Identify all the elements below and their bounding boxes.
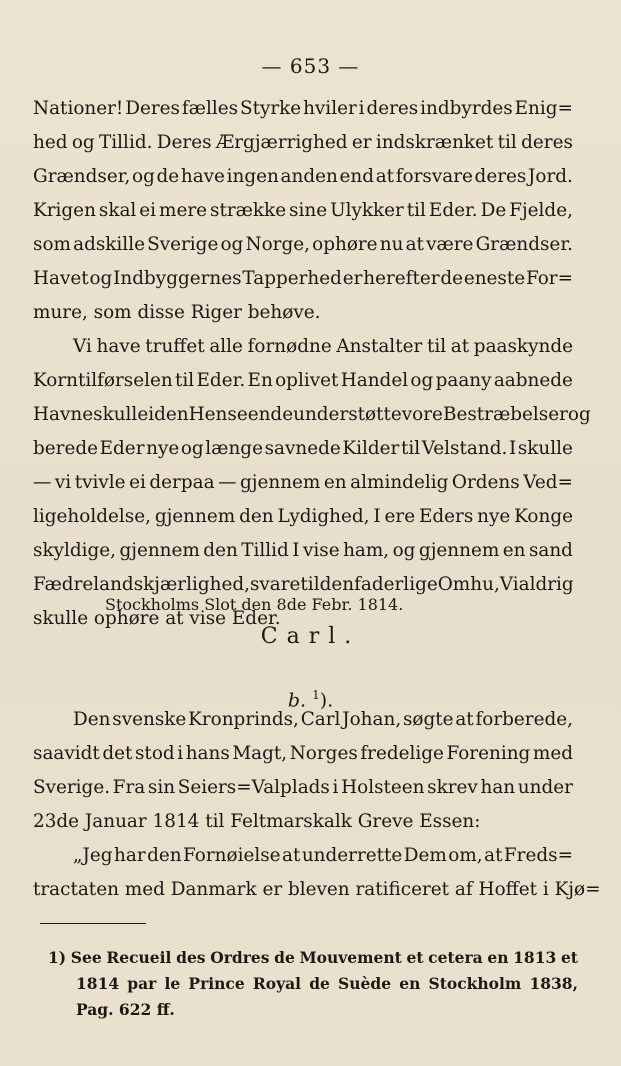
- word: den: [147, 845, 182, 866]
- text-line: [33, 703, 573, 737]
- word: Kronprinds,: [188, 709, 299, 730]
- word: understøtte: [293, 404, 402, 425]
- text-line: [33, 296, 573, 330]
- footnote-line: [48, 971, 578, 997]
- word: og: [392, 540, 416, 561]
- word: ophøre: [312, 234, 378, 255]
- word: Ved=: [523, 472, 573, 493]
- word: under: [517, 777, 573, 798]
- word: han: [480, 777, 516, 798]
- word: nye: [477, 506, 511, 527]
- text-line: [33, 432, 573, 466]
- word: er: [342, 268, 363, 289]
- word: vise: [303, 540, 340, 561]
- word: forsvare: [395, 166, 473, 187]
- word: Havet: [33, 268, 89, 289]
- word: Enig=: [514, 98, 573, 119]
- text-line: [33, 92, 573, 126]
- word: vi: [54, 472, 72, 493]
- word: de: [156, 166, 180, 187]
- paragraph-3: [33, 703, 573, 839]
- word: Fjelde,: [509, 200, 573, 221]
- word: nye: [146, 438, 180, 459]
- word: er: [351, 132, 372, 153]
- word: sand: [528, 540, 573, 561]
- word: ere: [384, 506, 416, 527]
- word: deres: [521, 132, 573, 153]
- word: indskrænket: [375, 132, 494, 153]
- word: i: [177, 743, 184, 764]
- word: See: [70, 948, 102, 967]
- word: Velstand.: [421, 438, 508, 459]
- word: stod: [134, 743, 175, 764]
- word: skyldige,: [33, 540, 117, 561]
- word: Sverige.: [33, 777, 111, 798]
- word: 1814: [152, 811, 206, 832]
- word: og: [180, 438, 204, 459]
- word: 1813: [513, 948, 557, 967]
- word: Handel: [340, 370, 409, 391]
- word: En: [247, 370, 273, 391]
- word: Ordres: [210, 948, 270, 967]
- word: Konge: [514, 506, 573, 527]
- word: og: [410, 370, 434, 391]
- word: til: [406, 200, 426, 221]
- word: saavidt: [33, 743, 100, 764]
- proclamation-text: [33, 92, 591, 636]
- word: gjennem: [418, 540, 500, 561]
- word: behøve.: [247, 302, 321, 323]
- text-line: [33, 228, 573, 262]
- word: svare: [249, 574, 301, 595]
- word: gjennem: [154, 506, 236, 527]
- word: „Jeg: [73, 845, 113, 866]
- word: anden: [280, 166, 338, 187]
- word: i: [542, 879, 555, 900]
- word: Ordens: [451, 472, 520, 493]
- page-number: — 653 —: [261, 54, 360, 78]
- word: at: [484, 845, 503, 866]
- word: tractaten: [33, 879, 125, 900]
- word: Riger: [190, 302, 248, 323]
- word: almindelig: [350, 472, 449, 493]
- word: Deres: [125, 98, 180, 119]
- word: Nationer!: [33, 98, 124, 119]
- text-line: [33, 160, 573, 194]
- paragraph-4: [33, 839, 601, 907]
- word: fælles: [181, 98, 239, 119]
- word: Ulykker: [330, 200, 404, 221]
- word: I: [292, 540, 300, 561]
- word: Fra: [112, 777, 146, 798]
- word: I: [508, 438, 517, 459]
- word: at: [405, 234, 424, 255]
- word: end: [339, 166, 375, 187]
- word: have: [180, 166, 225, 187]
- word: af: [454, 879, 479, 900]
- word: Eder: [99, 438, 145, 459]
- word: Jord.: [528, 166, 573, 187]
- word: des: [176, 948, 206, 967]
- word: en: [323, 472, 347, 493]
- word: Vi: [73, 336, 92, 357]
- word: Grændser,: [33, 166, 131, 187]
- text-line: [33, 839, 573, 873]
- word: skulle: [33, 608, 94, 629]
- word: Grændser.: [475, 234, 573, 255]
- word: bleven: [288, 879, 356, 900]
- word: cetera: [428, 948, 483, 967]
- word: ei: [139, 200, 157, 221]
- word: Fornøielse: [183, 845, 281, 866]
- word: og: [89, 268, 113, 289]
- word: —: [33, 472, 52, 493]
- footnote-rule: [40, 923, 146, 924]
- word: Ærgjærrighed: [215, 132, 348, 153]
- word: den: [154, 404, 189, 425]
- word: Holsteen: [341, 777, 425, 798]
- paragraph-2: [33, 330, 591, 636]
- word: 1): [48, 948, 67, 967]
- word: at: [375, 166, 395, 187]
- word: indbyrdes: [420, 98, 513, 119]
- word: eneste: [463, 268, 526, 289]
- word: Vi: [499, 574, 519, 595]
- word: Eder.: [428, 200, 478, 221]
- word: ei: [129, 472, 146, 493]
- word: skulle: [93, 404, 149, 425]
- word: Havne: [33, 404, 94, 425]
- word: oplivet: [275, 370, 339, 391]
- word: skal: [98, 200, 137, 221]
- word: at: [455, 709, 474, 730]
- word: Stockholm: [428, 974, 522, 993]
- word: disse: [137, 302, 191, 323]
- word: Danmark: [170, 879, 263, 900]
- text-line: [33, 262, 573, 296]
- word: tvivle: [74, 472, 126, 493]
- word: Henseende: [188, 404, 294, 425]
- word: hviler: [303, 98, 357, 119]
- word: truffet: [145, 336, 205, 357]
- word: og: [71, 132, 95, 153]
- word: vise: [189, 608, 232, 629]
- text-line: [33, 500, 573, 534]
- word: Tillid.: [99, 132, 153, 153]
- word: en: [487, 948, 509, 967]
- word: søgte: [402, 709, 454, 730]
- word: Greve: [357, 811, 420, 832]
- word: det: [102, 743, 133, 764]
- word: Recueil: [106, 948, 172, 967]
- section-letter: b.: [287, 689, 307, 712]
- text-line: [33, 126, 573, 160]
- word: Eder.: [231, 608, 281, 629]
- signature-date: Stockholms Slot den 8de Febr. 1814.: [105, 595, 404, 614]
- word: Carl: [300, 709, 341, 730]
- text-line: [33, 364, 573, 398]
- word: 1814: [76, 974, 120, 993]
- word: at: [450, 336, 470, 357]
- signature-name: Carl.: [260, 624, 361, 649]
- text-line: [33, 194, 573, 228]
- word: Mouvement: [299, 948, 402, 967]
- word: den: [319, 574, 355, 595]
- word: aldrig: [518, 574, 574, 595]
- word: herefter: [363, 268, 440, 289]
- word: Tapperhed: [242, 268, 342, 289]
- word: gjennem: [119, 540, 200, 561]
- word: Indbyggernes: [113, 268, 242, 289]
- word: Den: [73, 709, 111, 730]
- paragraph-1: [33, 92, 573, 330]
- word: nu: [379, 234, 404, 255]
- word: deres: [366, 98, 419, 119]
- text-line: [33, 398, 591, 432]
- footnote-line: [48, 945, 578, 971]
- word: Anstalter: [336, 336, 423, 357]
- word: Forening: [446, 743, 531, 764]
- word: Norges: [289, 743, 358, 764]
- word: Dem: [403, 845, 447, 866]
- word: par: [127, 974, 157, 993]
- word: For=: [525, 268, 573, 289]
- word: hans: [185, 743, 230, 764]
- word: I: [373, 506, 381, 527]
- word: Kilder: [342, 438, 400, 459]
- word: forberede,: [475, 709, 573, 730]
- word: underrette: [301, 845, 403, 866]
- word: Royal: [252, 974, 302, 993]
- word: og: [567, 404, 591, 425]
- word: strække: [210, 200, 287, 221]
- word: skulle: [517, 438, 573, 459]
- word: de: [440, 268, 463, 289]
- word: Styrke: [239, 98, 302, 119]
- word: Eder.: [196, 370, 246, 391]
- word: Freds=: [503, 845, 573, 866]
- word: aabnede: [493, 370, 573, 391]
- word: Feltmarskalk: [230, 811, 358, 832]
- word: alle: [209, 336, 243, 357]
- footnote-line: [48, 997, 578, 1023]
- word: Suède: [338, 974, 392, 993]
- word: Johan,: [342, 709, 402, 730]
- word: Lydighed,: [277, 506, 370, 527]
- text-line: [33, 771, 573, 805]
- word: berede: [33, 438, 98, 459]
- word: et: [560, 948, 578, 967]
- word: Hoffet: [478, 879, 543, 900]
- word: Seiers=Valplads: [177, 777, 330, 798]
- word: ligeholdelse,: [33, 506, 151, 527]
- text-line: [33, 466, 573, 500]
- word: Omhu,: [437, 574, 500, 595]
- narrative-text: [33, 703, 601, 907]
- word: Deres: [156, 132, 212, 153]
- text-line: [33, 534, 573, 568]
- word: —: [218, 472, 237, 493]
- word: og: [132, 166, 155, 187]
- word: den: [239, 506, 274, 527]
- word: Krigen: [33, 200, 96, 221]
- word: til: [426, 336, 447, 357]
- word: ff.: [156, 1000, 175, 1019]
- word: i: [358, 98, 365, 119]
- word: Magt,: [232, 743, 288, 764]
- footnote-reference: 1: [312, 688, 320, 702]
- word: paany: [435, 370, 492, 391]
- word: Korntilførselen: [33, 370, 173, 391]
- text-line: [33, 805, 573, 839]
- word: Norge,: [245, 234, 310, 255]
- text-line: [33, 873, 601, 907]
- word: at: [165, 608, 190, 629]
- word: i: [332, 777, 339, 798]
- word: Eders: [418, 506, 474, 527]
- word: fornødne: [247, 336, 332, 357]
- word: 23de: [33, 811, 85, 832]
- word: et: [406, 948, 424, 967]
- word: har: [114, 845, 146, 866]
- word: deres: [474, 166, 527, 187]
- word: derpaa: [149, 472, 215, 493]
- word: have: [96, 336, 141, 357]
- word: adskille: [73, 234, 145, 255]
- word: Pag.: [76, 1000, 119, 1019]
- word: vore: [401, 404, 443, 425]
- word: til: [300, 574, 320, 595]
- word: til: [175, 370, 195, 391]
- word: Januar: [84, 811, 153, 832]
- word: Kjø=: [554, 879, 601, 900]
- word: Essen:: [419, 811, 481, 832]
- word: fredelige: [360, 743, 444, 764]
- word: og: [220, 234, 244, 255]
- word: 622: [118, 1000, 157, 1019]
- word: le: [164, 974, 181, 993]
- word: i: [148, 404, 155, 425]
- word: ophøre: [93, 608, 166, 629]
- word: de: [274, 948, 295, 967]
- word: som: [33, 234, 71, 255]
- word: Sverige: [147, 234, 219, 255]
- word: som: [93, 302, 138, 323]
- word: med: [124, 879, 171, 900]
- word: 1838,: [529, 974, 578, 993]
- word: paaskynde: [473, 336, 573, 357]
- word: til: [400, 438, 421, 459]
- word: faderlige: [354, 574, 438, 595]
- word: sine: [289, 200, 328, 221]
- text-line: [33, 737, 573, 771]
- word: den: [203, 540, 238, 561]
- word: mure,: [33, 302, 94, 323]
- word: være: [426, 234, 474, 255]
- word: svenske: [112, 709, 187, 730]
- word: er: [262, 879, 288, 900]
- word: ratificeret: [355, 879, 455, 900]
- word: ham,: [343, 540, 390, 561]
- word: sin: [147, 777, 176, 798]
- section-heading-suffix: ).: [319, 689, 334, 712]
- word: skrev: [427, 777, 478, 798]
- word: med: [532, 743, 573, 764]
- word: Prince: [188, 974, 245, 993]
- text-line: [33, 330, 573, 364]
- word: til: [205, 811, 231, 832]
- word: en: [399, 974, 421, 993]
- word: Bestræbelser: [442, 404, 568, 425]
- word: hed: [33, 132, 68, 153]
- word: at: [282, 845, 301, 866]
- word: til: [497, 132, 517, 153]
- footnote: [48, 945, 578, 1023]
- word: gjennem: [240, 472, 321, 493]
- word: Fædrelandskjærlighed,: [33, 574, 250, 595]
- word: De: [480, 200, 507, 221]
- word: om,: [448, 845, 483, 866]
- word: længe: [205, 438, 263, 459]
- word: Tillid: [241, 540, 289, 561]
- word: savnede: [264, 438, 341, 459]
- word: ingen: [226, 166, 279, 187]
- word: en: [502, 540, 526, 561]
- word: de: [309, 974, 330, 993]
- word: mere: [159, 200, 208, 221]
